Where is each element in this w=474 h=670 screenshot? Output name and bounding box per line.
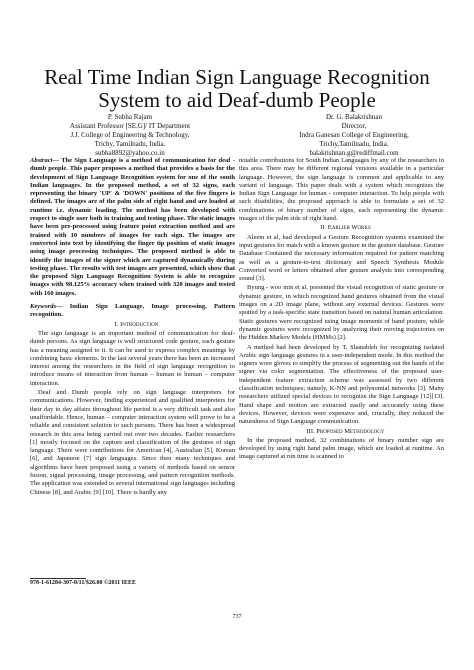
author-city: Trichy, Tamilnadu, India. xyxy=(94,140,166,148)
paragraph: Byung - woo min et al, presented the visual recognition of static gesture or dynamic gesture, in which recognized hand gestures obtained from the visual images on a 2D image plane, without any external devices. Gestures were spotted by a task-specific state transition based on natural human articulation. Static gestures were recognized using image moments of hand posture, while dynamic gestures were recognized by analyzing their moving trajectories on the Hidden Markov Models (HMMs) [2]. xyxy=(239,284,444,342)
page-number: 737 xyxy=(232,614,242,620)
paragraph: Aleem et al, had developed a Gesture Recognition systems examined the input gestures for match with a known gesture in the gesture database. Gesture Database Contained the necessary information required for pattern matching as well as a gesture-to-text dictionary and Speech Synthesis Module Converted word or letters obtained after gesture analysis into corresponding sound [3]. xyxy=(239,233,444,283)
abstract-text: — The Sign Language is a method of communication for deaf - dumb people. This paper proposes a method that provides a basis for the development of Sign Language Recognition system for one of the south Indian languages. In the proposed method, a set of 32 signs, each representing the binary 'UP' & 'DOWN' positions of the five fingers is defined. The images are of the palm side of right hand and are loaded at runtime i.e. dynamic loading. The method has been developed with respect to single user both in training and testing phase. The static images have been pre-processed using feature point extraction method and are trained with 10 numbers of images for each sign. The images are converted into text by identifying the finger tip position of static images using image processing techniques. The proposed method is able to identify the images of the signer which are captured dynamically during testing phase. The results with test images are presented, which show that the proposed Sign Language Recognition System is able to recognize images with 98.125% accuracy when trained with 320 images and tested with 160 images. xyxy=(30,157,235,297)
section-heading-proposed-methodology: III. Proposed Methodology xyxy=(306,427,385,435)
section-heading-earlier-works: II. Earlier Works xyxy=(320,224,371,232)
keywords xyxy=(30,303,235,320)
paragraph: Deaf and Dumb people rely on sign language interpreters for communications. However, finding experienced and qualified interpreters for their day to day affairs throughout life period is a very difficult task and also unaffordable. Hence, human – computer interaction system will prove to be a reliable and consistent solution to such persons. There has been a widespread research in this area being carried out over two decades. Earlier researchers [1] mostly focused on the capture and classification of the gestures of sign language. There were contributions for American [4], Australian [5], Korean [6], and Japanese [7] sign languages. Since then many techniques and algorithms have been proposed using a variety of methods based on sensor fusion, signal processing, image processing, and pattern recognition methods. The application was extended to several international sign languages including Chinese [8], and Arabic [9] [10]. There is hardly any xyxy=(30,389,235,496)
author-city: Trichy,Tamilnadu, India. xyxy=(319,140,389,148)
right-column xyxy=(239,157,444,463)
author-role: Assistant Professor [SE.G]/ IT Department xyxy=(69,122,191,130)
abstract xyxy=(30,157,235,298)
keywords-text: Indian Sign Language, Image processing, Pattern recognition. xyxy=(30,303,235,319)
paragraph: A method had been developed by T. Shanableh for recognizing isolated Arabic sign language gestures in a user-independent mode. In this method the signers wore gloves to simplify the process of segmenting out the hands of the signer via color segmentation. The effectiveness of the proposed user-independent feature extraction scheme was assessed by two different classification techniques; namely, K-NN and polynomial networks [3]. Many researchers utilized special devices to recognize the Sign Language [12][13]. Hand shape and motion are extracted easily and accurately using these devices. However, devices were expensive and, crucially, they reduced the naturalness of Sign Language communication. xyxy=(239,343,444,426)
copyright-footnote: 978-1-61284-307-0/11/$26.00 ©2011 IEEE xyxy=(30,580,136,586)
paragraph: The sign language is an important method of communication for deaf-dumb persons. As sign language is well structured code gesture, each gesture has a meaning assigned to it. It can be used to express complex meanings by combining basic elements. In the last several years there has been an increased interest among the researchers in the field of sign language recognition to introduce means of interaction from human – human to human – computer interaction. xyxy=(30,329,235,387)
keywords-label: Keywords— xyxy=(30,303,63,311)
author-2 xyxy=(254,113,454,158)
left-column xyxy=(30,157,235,498)
abstract-label: Abstract xyxy=(30,157,53,164)
author-name: Dr. G. Balakrishnan xyxy=(326,113,382,121)
title-line-2: System to aid Deaf-dumb People xyxy=(98,88,376,112)
author-email: balakrishnan.g@rediffmail.com xyxy=(309,149,399,157)
footnote-rule xyxy=(30,578,86,579)
section-heading-introduction: I. Introduction xyxy=(114,320,159,328)
author-1 xyxy=(40,113,220,158)
title-line-1: Real Time Indian Sign Language Recognition xyxy=(44,65,430,89)
author-email: subha8892@yahoo.co.in xyxy=(95,149,165,157)
author-org: Indra Ganesan College of Engineering, xyxy=(299,131,409,139)
paragraph: notable contributions for South Indian Languages by any of the researchers in this area. There may be different regional versions available in a particular language. However, the sign language is common and applicable to any variant of language. This paper deals with a system which recognizes the Indian Sign Language for human - computer interaction. To help people with such disabilities, the proposed approach is able to formulate a set of 32 combinations of binary number of signs, each representing the dynamic images of the palm side of right hand. xyxy=(239,157,444,223)
paper-title xyxy=(0,66,474,112)
paragraph: In the proposed method, 32 combinations of binary number sign are developed by using right hand palm image, which are loaded at runtime. An image captured at run time is scanned to xyxy=(239,436,444,461)
author-name: P. Subha Rajam xyxy=(107,113,153,121)
author-org: J.J. College of Engineering & Technology, xyxy=(70,131,190,139)
author-role: Director, xyxy=(341,122,367,130)
